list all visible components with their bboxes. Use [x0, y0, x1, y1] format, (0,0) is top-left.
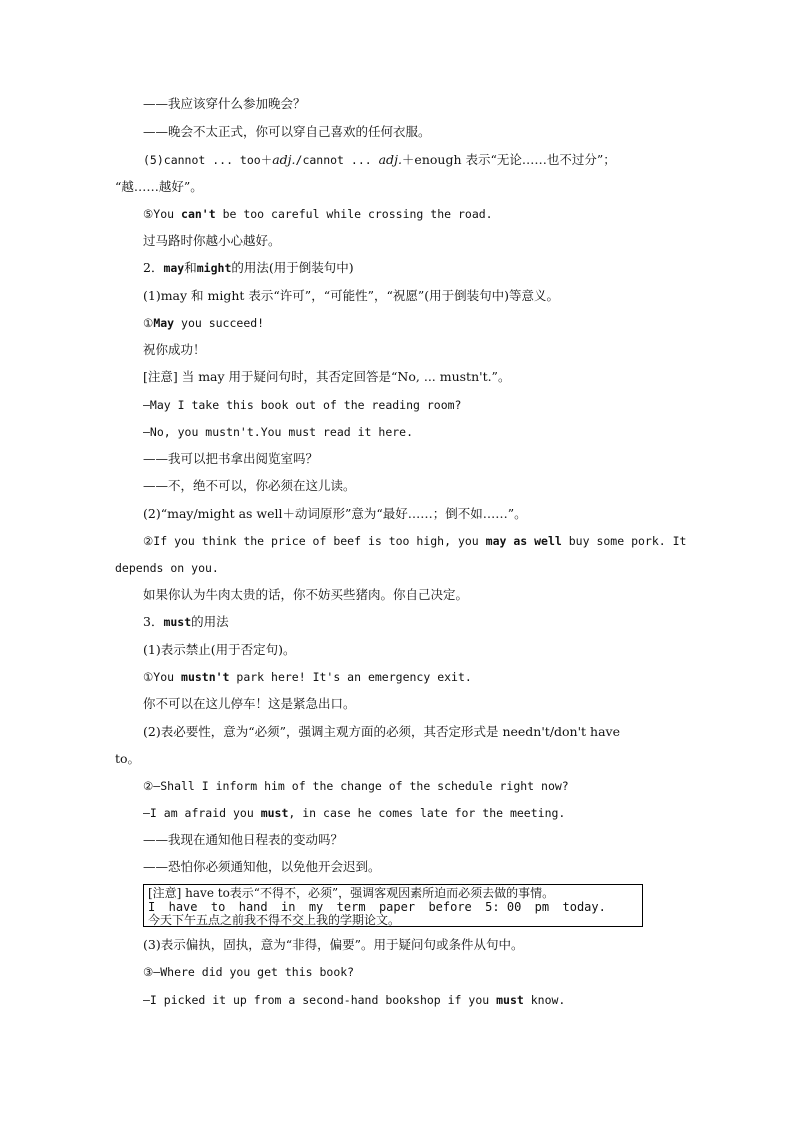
dialogue-line: ——晚会不太正式，你可以穿自己喜欢的任何衣服。 [143, 124, 431, 139]
rule-line: (2)表必要性，意为“必须”，强调主观方面的必须，其否定形式是 needn't/don't have [143, 724, 621, 739]
translation: 过马路时你越小心越好。 [143, 233, 281, 248]
translation: 祝你成功！ [143, 342, 206, 357]
dialogue-line: ——我可以把书拿出阅览室吗？ [143, 451, 319, 466]
translation: 如果你认为牛肉太贵的话，你不妨买些猪肉。你自己决定。 [143, 587, 469, 602]
translation: 你不可以在这儿停车！这是紧急出口。 [143, 696, 356, 711]
dialogue-line: —I picked it up from a second-hand bookshop if you must know. [143, 993, 566, 1007]
note-line: [注意] 当 may 用于疑问句时，其否定回答是“No, ... mustn't.”。 [143, 369, 511, 384]
section-heading-2: 2．may和might的用法(用于倒装句中) [143, 260, 354, 275]
rule-line: (1)表示禁止(用于否定句)。 [143, 642, 296, 657]
dialogue-line: —May I take this book out of the reading room? [143, 398, 462, 412]
rule-5-continuation: “越……越好”。 [115, 179, 203, 194]
dialogue-line: —No, you mustn't.You must read it here. [143, 425, 414, 439]
note-box [143, 884, 643, 927]
section-heading-3: 3．must的用法 [143, 614, 229, 629]
rule-line: (2)“may/might as well＋动词原形”意为“最好……；倒不如……”。 [143, 506, 527, 521]
rule-line: (3)表示偏执，固执，意为“非得，偏要”。用于疑问句或条件从句中。 [143, 937, 524, 952]
example-1: ①You mustn't park here! It's an emergency exit. [143, 670, 472, 684]
dialogue-line: —I am afraid you must, in case he comes late for the meeting. [143, 806, 566, 820]
example-2: ②If you think the price of beef is too high, you may as well buy some pork. It [143, 534, 687, 548]
rule-line: (1)may 和 might 表示“许可”，“可能性”，“祝愿”(用于倒装句中)等意义。 [143, 288, 560, 303]
example-2: ②—Shall I inform him of the change of the schedule right now? [143, 779, 569, 793]
rule-5-line: (5)cannot ... too＋adj./cannot ... adj.＋enough 表示“无论……也不过分”； [143, 152, 616, 167]
example-5: ⑤You can't be too careful while crossing the road. [143, 207, 493, 221]
note-box-example: I have to hand in my term paper before 5: 00 pm today. [148, 900, 606, 914]
dialogue-line: ——不，绝不可以，你必须在这儿读。 [143, 478, 356, 493]
example-3: ③—Where did you get this book? [143, 965, 355, 979]
note-box-translation: 今天下午五点之前我不得不交上我的学期论文。 [148, 913, 401, 927]
example-2-continuation: depends on you. [115, 561, 219, 575]
dialogue-line: ——我现在通知他日程表的变动吗？ [143, 832, 344, 847]
rule-continuation: to。 [115, 751, 141, 766]
note-box-line: [注意] have to表示“不得不，必须”，强调客观因素所迫而必须去做的事情。 [148, 886, 555, 900]
dialogue-line: ——恐怕你必须通知他，以免他开会迟到。 [143, 859, 381, 874]
example-1: ①May you succeed! [143, 316, 265, 330]
dialogue-line: ——我应该穿什么参加晚会？ [143, 96, 306, 111]
